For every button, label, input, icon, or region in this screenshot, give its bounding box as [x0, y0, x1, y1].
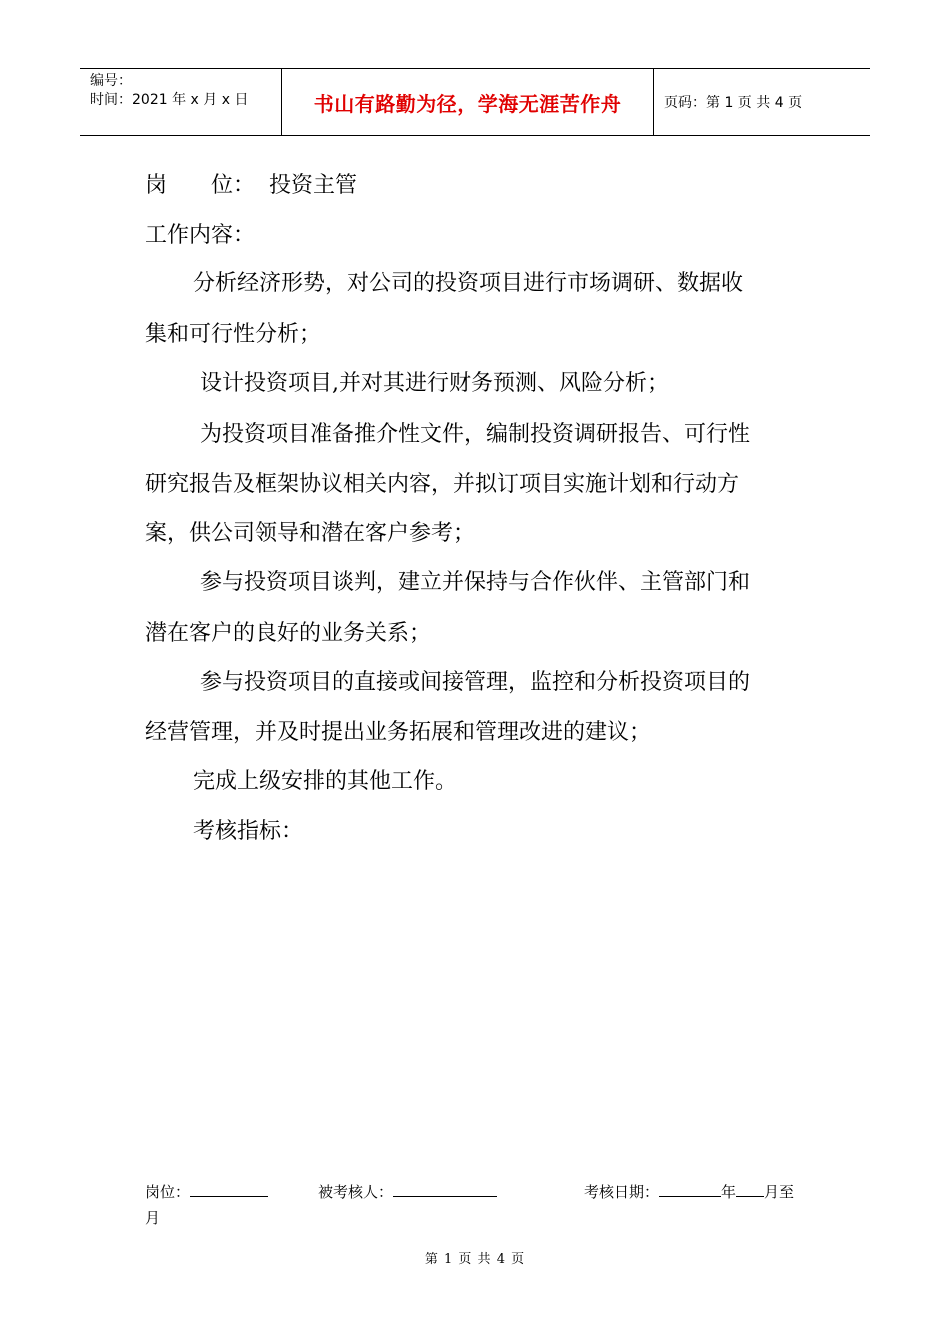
- header-page-code: 页码：第 1 页 共 4 页: [664, 95, 803, 111]
- footer-month-end: 月: [145, 1209, 161, 1227]
- month-to: 月至: [764, 1183, 795, 1201]
- paragraph-line: 案，供公司领导和潜在客户参考；: [145, 521, 476, 546]
- paragraph-line: 为投资项目准备推介性文件，编制投资调研报告、可行性: [200, 422, 751, 447]
- paragraph-line: 分析经济形势，对公司的投资项目进行市场调研、数据收: [193, 271, 744, 296]
- footer-post-label: 岗位：: [145, 1183, 191, 1201]
- post-line: [145, 172, 357, 200]
- header-motto: 书山有路勤为径，学海无涯苦作舟: [282, 69, 654, 135]
- paragraph-line: 参与投资项目的直接或间接管理，监控和分析投资项目的: [200, 670, 751, 695]
- year-suffix: 年: [721, 1183, 737, 1201]
- page-header: [80, 68, 870, 136]
- assessee-blank[interactable]: [393, 1182, 497, 1197]
- post-value: 投资主管: [269, 173, 358, 198]
- footer-date-field: [584, 1182, 794, 1202]
- document-time: 时间：2021 年 x 月 x 日: [90, 92, 249, 108]
- footer-post-field: [145, 1182, 268, 1202]
- paragraph-line: 潜在客户的良好的业务关系；: [145, 621, 432, 646]
- month-blank[interactable]: [736, 1182, 764, 1197]
- document-number-label: 编号：: [90, 73, 132, 89]
- paragraph-line: 研究报告及框架协议相关内容，并拟订项目实施计划和行动方: [145, 472, 740, 497]
- paragraph-line: 参与投资项目谈判，建立并保持与合作伙伴、主管部门和: [200, 570, 751, 595]
- kpi-label: 考核指标：: [193, 819, 304, 844]
- work-content-label: 工作内容：: [145, 223, 256, 248]
- page-number: 第 1 页 共 4 页: [424, 1252, 526, 1267]
- year-blank[interactable]: [659, 1182, 721, 1197]
- post-blank[interactable]: [190, 1182, 268, 1197]
- footer-assessee-label: 被考核人：: [318, 1183, 394, 1201]
- paragraph-line: 集和可行性分析；: [145, 322, 322, 347]
- post-label-2: 位：: [211, 173, 256, 198]
- paragraph-line: 完成上级安排的其他工作。: [193, 769, 458, 794]
- footer-date-label: 考核日期：: [584, 1183, 660, 1201]
- paragraph-line: 经营管理，并及时提出业务拓展和管理改进的建议；: [145, 720, 652, 745]
- footer-assessee-field: [318, 1182, 497, 1202]
- paragraph-line: 设计投资项目,并对其进行财务预测、风险分析；: [200, 371, 669, 396]
- post-label-1: 岗: [145, 173, 168, 198]
- header-meta: [80, 69, 282, 135]
